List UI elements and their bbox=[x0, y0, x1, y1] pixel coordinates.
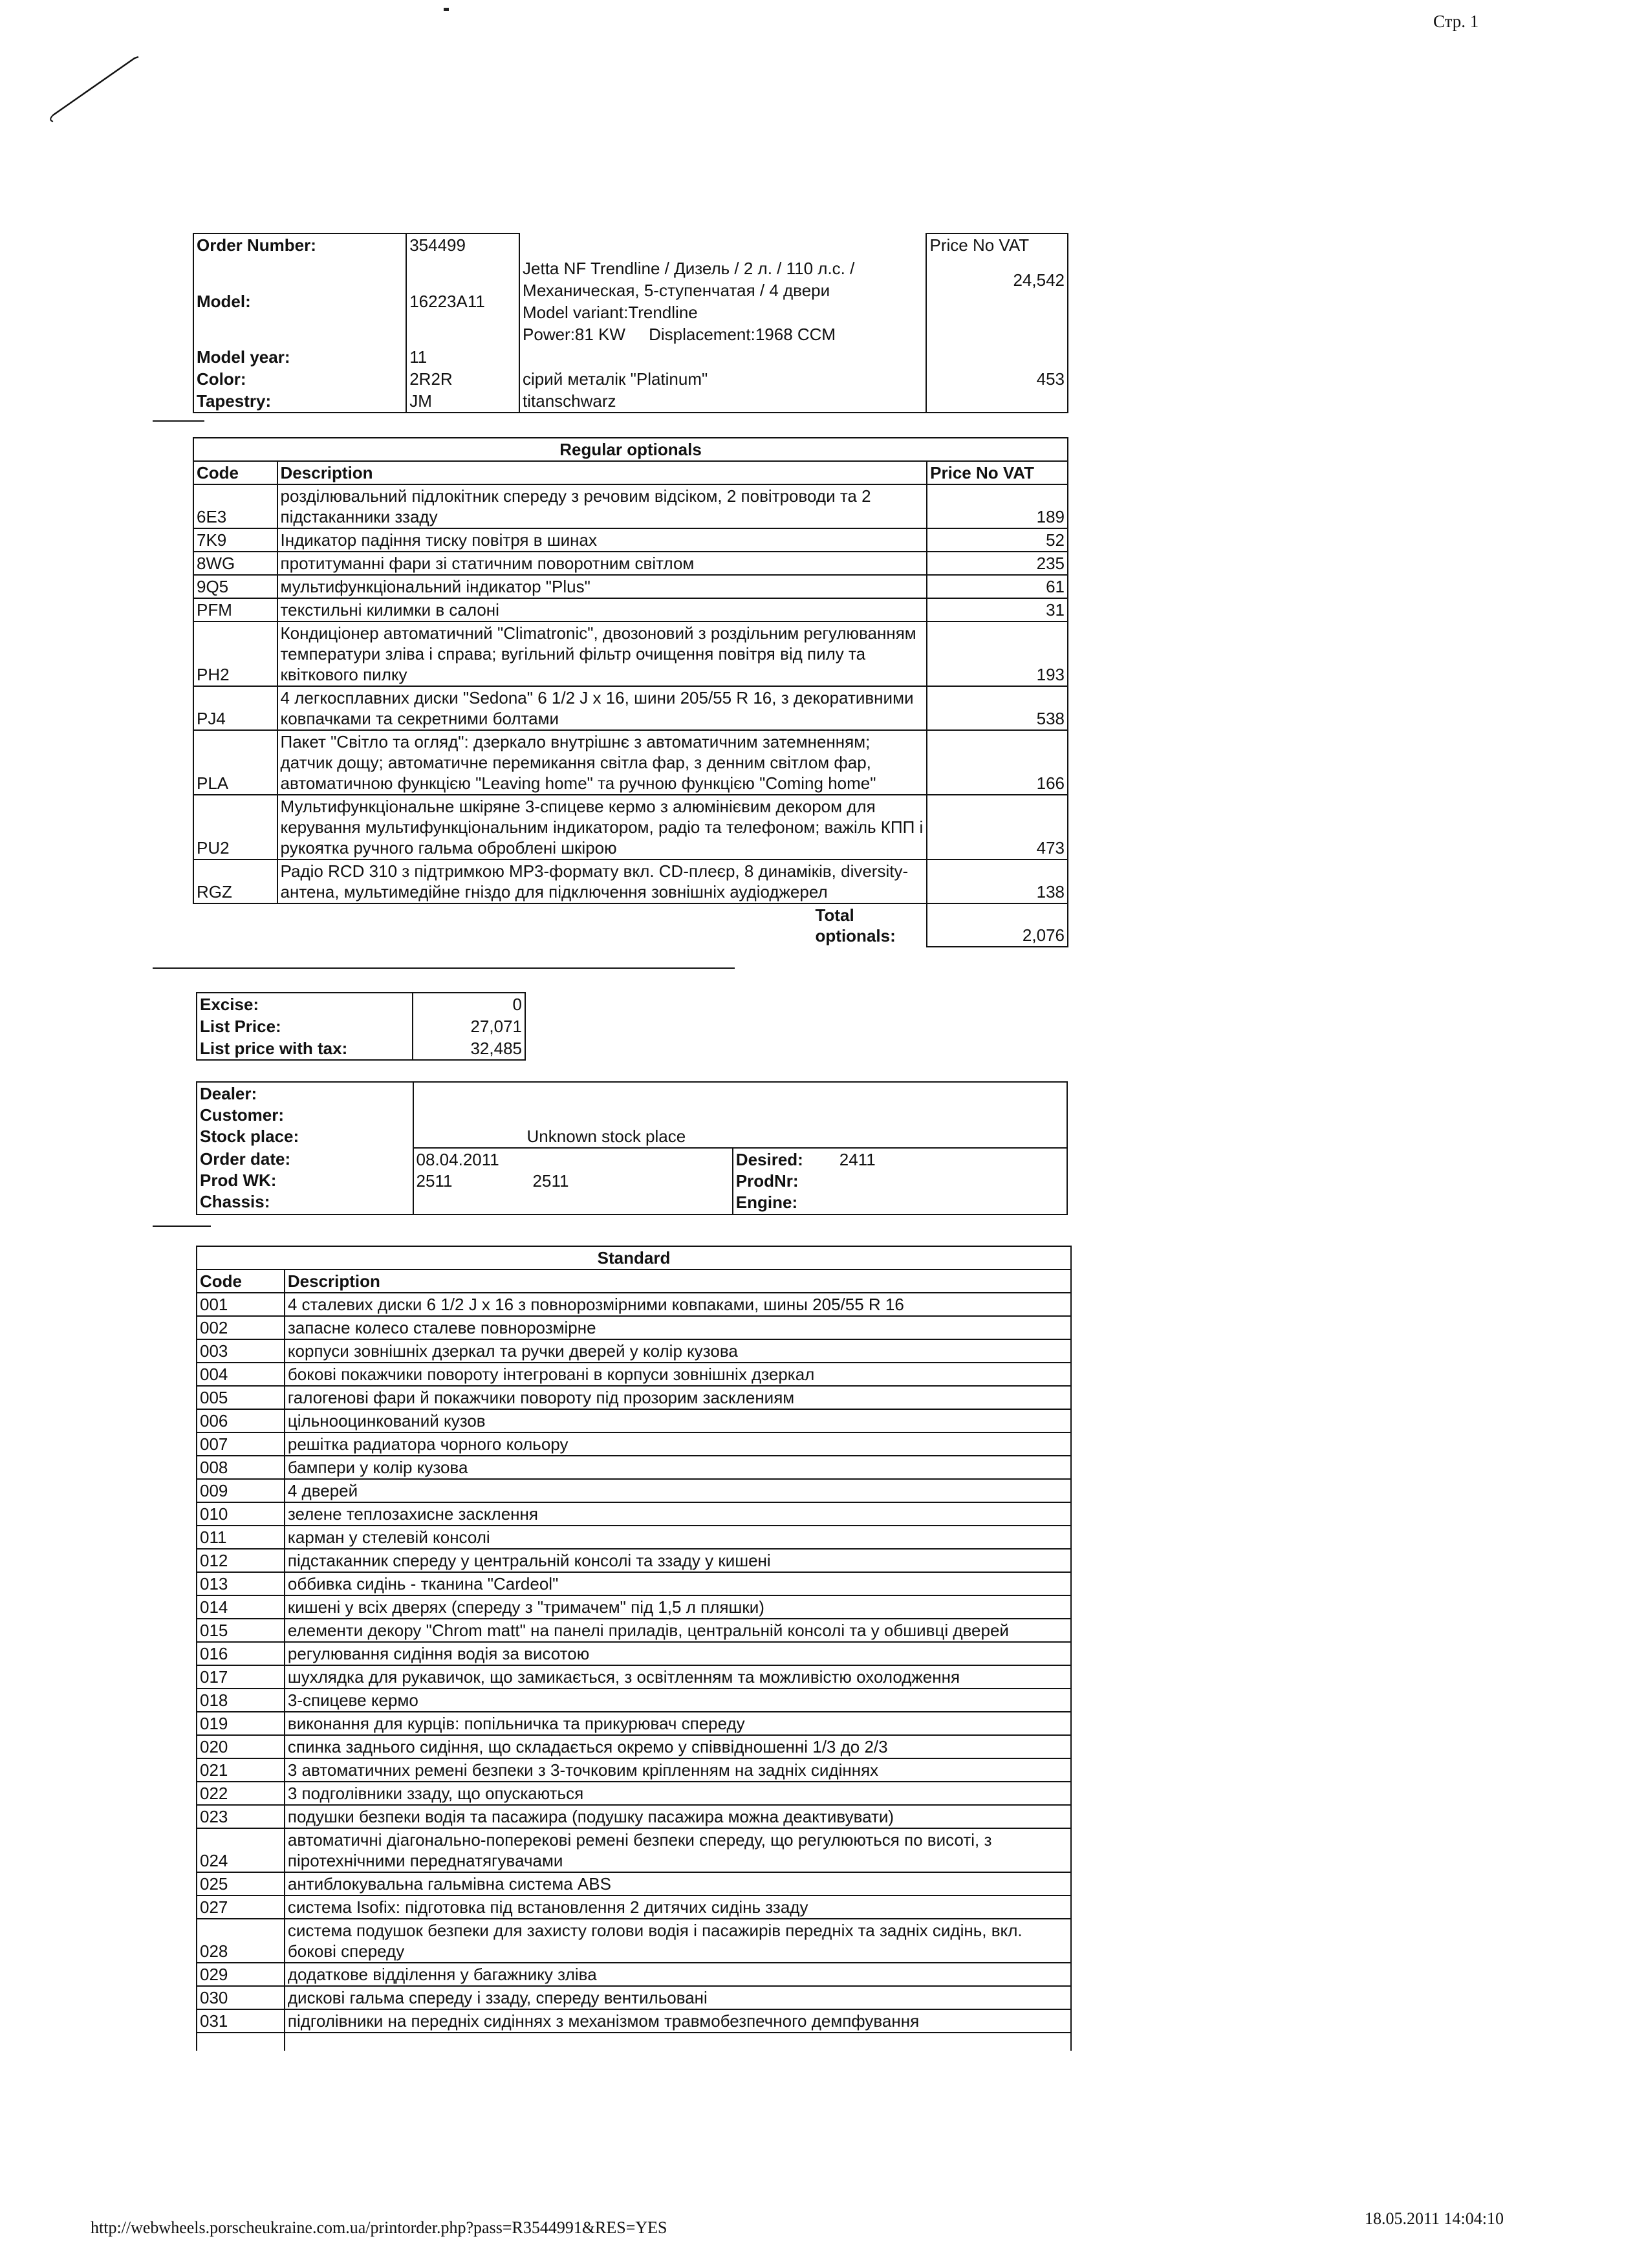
customer-label: Customer: bbox=[200, 1105, 285, 1125]
price-header: Price No VAT bbox=[926, 233, 1068, 257]
color-label: Color: bbox=[193, 368, 406, 390]
table-row: 017 шухлядка для рукавичок, що замикається, з освітленням та можливістю охолодження bbox=[197, 1665, 1071, 1689]
desired-value: 2411 bbox=[839, 1150, 876, 1169]
table-row: 027 система Isofix: підготовка під встановлення 2 дитячих сидінь ззаду bbox=[197, 1895, 1071, 1919]
table-row: 021 3 автоматичних ремені безпеки з 3-точковим кріпленням на задніх сидіннях bbox=[197, 1758, 1071, 1782]
table-row: PH2 Кондиціонер автоматичний "Climatronic", двозоновий з роздільним регулюванням температури зліва і справа; вугільний фільтр очищення повітря від пилу та квіткового пилку 193 bbox=[193, 621, 1068, 686]
table-row: 024 автоматичні діагонально-поперекові ремені безпеки спереду, що регулюються по висоті, з піротехнічними переднатягувачами bbox=[197, 1828, 1071, 1872]
color-price: 453 bbox=[926, 368, 1068, 390]
dealer-label: Dealer: bbox=[200, 1084, 257, 1103]
table-row: 014 кишені у всіх дверях (спереду з "тримачем" під 1,5 л пляшки) bbox=[197, 1595, 1071, 1619]
model-price: 24,542 bbox=[926, 257, 1068, 346]
order-number: 354499 bbox=[406, 233, 519, 257]
model-desc-4: Power:81 KW Displacement:1968 CCM bbox=[523, 325, 836, 344]
list-price-value: 27,071 bbox=[413, 1015, 525, 1037]
excise-value: 0 bbox=[413, 993, 525, 1015]
dealer-table bbox=[196, 1081, 1068, 1215]
footer-url: http://webwheels.porscheukraine.com.ua/printorder.php?pass=R3544991&RES=YES bbox=[91, 2218, 667, 2237]
engine-label: Engine: bbox=[735, 1193, 798, 1212]
model-code: 16223A11 bbox=[406, 257, 519, 346]
optionals-title: Regular optionals bbox=[193, 438, 1068, 461]
standard-col-code: Code bbox=[197, 1269, 285, 1293]
table-row: 9Q5 мультифункціональний індикатор "Plus" 61 bbox=[193, 575, 1068, 598]
color-desc: сірий металік "Platinum" bbox=[523, 369, 708, 389]
model-label: Model: bbox=[193, 257, 406, 346]
chassis-label: Chassis: bbox=[200, 1192, 270, 1211]
model-year-label: Model year: bbox=[193, 346, 406, 368]
table-row: 001 4 сталевих диски 6 1/2 J x 16 з повнорозмірними ковпаками, шины 205/55 R 16 bbox=[197, 1293, 1071, 1316]
color-code: 2R2R bbox=[406, 368, 519, 390]
list-price-tax-label: List price with tax: bbox=[197, 1037, 413, 1060]
table-row: 002 запасне колесо сталеве повнорозмірне bbox=[197, 1316, 1071, 1339]
prod-wk-label: Prod WK: bbox=[200, 1171, 277, 1190]
table-row: PFM текстильні килимки в салоні 31 bbox=[193, 598, 1068, 621]
order-date: 08.04.2011 bbox=[416, 1150, 499, 1169]
table-row: 006 цільнооцинкований кузов bbox=[197, 1409, 1071, 1432]
desired-label: Desired: bbox=[735, 1150, 803, 1169]
table-row: 016 регулювання сидіння водія за висотою bbox=[197, 1642, 1071, 1665]
table-row: RGZ Радіо RCD 310 з підтримкою MP3-формату вкл. CD-плеєр, 8 динаміків, diversity-антена, мультимедійне гніздо для підключення зовнішніх аудіоджерел 138 bbox=[193, 859, 1068, 903]
prod-wk-1: 2511 bbox=[416, 1171, 453, 1191]
table-row: 6E3 розділювальний підлокітник спереду з речовим відсіком, 2 повітроводи та 2 підстаканники ззаду 189 bbox=[193, 484, 1068, 528]
list-price-label: List Price: bbox=[197, 1015, 413, 1037]
prices-table bbox=[196, 992, 526, 1061]
regular-optionals-table bbox=[193, 437, 1068, 947]
total-optionals-value: 2,076 bbox=[927, 903, 1068, 947]
table-row: 009 4 дверей bbox=[197, 1479, 1071, 1502]
standard-title: Standard bbox=[197, 1246, 1071, 1269]
divider bbox=[153, 967, 735, 969]
standard-table bbox=[196, 1246, 1072, 2051]
table-row: 8WG протитуманні фари зі статичним поворотним світлом 235 bbox=[193, 552, 1068, 575]
prodnr-label: ProdNr: bbox=[735, 1171, 799, 1191]
table-row: PJ4 4 легкосплавних диски "Sedona" 6 1/2 J x 16, шини 205/55 R 16, з декоративними ковпачками та секретними болтами 538 bbox=[193, 686, 1068, 730]
table-row: 010 зелене теплозахисне засклення bbox=[197, 1502, 1071, 1526]
table-row: 007 решітка радиатора чорного кольору bbox=[197, 1432, 1071, 1456]
model-year: 11 bbox=[406, 346, 519, 368]
table-row: 028 система подушок безпеки для захисту голови водія і пасажирів передніх та задніх сидінь, вкл. бокові спереду bbox=[197, 1919, 1071, 1963]
order-table bbox=[193, 233, 1068, 413]
scan-dot bbox=[444, 8, 449, 11]
table-row: 011 карман у стелевій консолі bbox=[197, 1526, 1071, 1549]
table-row: 029 додаткове відділення у багажнику зліва bbox=[197, 1963, 1071, 1986]
table-row: 015 елементи декору "Chrom matt" на панелі приладів, центральній консолі та у обшивці дверей bbox=[197, 1619, 1071, 1642]
table-row: PU2 Мультифункціональне шкіряне 3-спицеве кермо з алюмінієвим декором для керування мультифункціональним індикатором, радіо та телефоном; важіль КПП і рукоятка ручного гальма оброблені шкірою 473 bbox=[193, 795, 1068, 859]
table-row: 031 підголівники на передніх сидіннях з механізмом травмобезпечного демпфування bbox=[197, 2009, 1071, 2033]
table-row: 008 бампери у колір кузова bbox=[197, 1456, 1071, 1479]
table-row: 018 3-спицеве кермо bbox=[197, 1689, 1071, 1712]
stock-place-label: Stock place: bbox=[200, 1127, 299, 1146]
optionals-col-price: Price No VAT bbox=[927, 461, 1068, 484]
table-row: 023 подушки безпеки водія та пасажира (подушку пасажира можна деактивувати) bbox=[197, 1805, 1071, 1828]
model-desc-2: Механическая, 5-ступенчатая / 4 двери bbox=[523, 281, 830, 300]
table-row: 030 дискові гальма спереду і ззаду, спереду вентильовані bbox=[197, 1986, 1071, 2009]
table-row: 005 галогенові фари й покажчики повороту під прозорим засклениям bbox=[197, 1386, 1071, 1409]
table-row: 025 антиблокувальна гальмівна система ABS bbox=[197, 1872, 1071, 1895]
table-row: 7K9 Індикатор падіння тиску повітря в шинах 52 bbox=[193, 528, 1068, 552]
table-row: 020 спинка заднього сидіння, що складається окремо у співвідношенні 1/3 до 2/3 bbox=[197, 1735, 1071, 1758]
divider bbox=[153, 1226, 211, 1227]
tapestry-desc: titanschwarz bbox=[519, 390, 926, 413]
order-number-label: Order Number: bbox=[193, 233, 406, 257]
table-row: PLA Пакет "Світло та огляд": дзеркало внутрішнє з автоматичним затемненням; датчик дощу; автоматичне перемикання світла фар, з денним світлом фар, автоматичною функцією "Leaving home" та ручною функцією "Coming home" 166 bbox=[193, 730, 1068, 795]
model-desc-1: Jetta NF Trendline / Дизель / 2 л. / 110 л.с. / bbox=[523, 259, 855, 278]
standard-col-desc: Description bbox=[285, 1269, 1071, 1293]
table-row: 012 підстаканник спереду у центральній консолі та ззаду у кишені bbox=[197, 1549, 1071, 1572]
prod-wk-2: 2511 bbox=[532, 1171, 569, 1191]
total-optionals-label: Total optionals: bbox=[815, 905, 896, 945]
table-row: 022 3 подголівники ззаду, що опускаються bbox=[197, 1782, 1071, 1805]
list-price-tax-value: 32,485 bbox=[413, 1037, 525, 1060]
table-row: 004 бокові покажчики повороту інтегровані в корпуси зовнішніх дзеркал bbox=[197, 1363, 1071, 1386]
excise-label: Excise: bbox=[197, 993, 413, 1015]
pen-stroke-mark bbox=[39, 39, 149, 129]
order-date-label: Order date: bbox=[200, 1149, 291, 1169]
footer-timestamp: 18.05.2011 14:04:10 bbox=[1365, 2209, 1504, 2228]
tapestry-code: JM bbox=[406, 390, 519, 413]
optionals-col-code: Code bbox=[193, 461, 277, 484]
table-row: 003 корпуси зовнішніх дзеркал та ручки дверей у колір кузова bbox=[197, 1339, 1071, 1363]
page-label: Стр. 1 bbox=[1433, 12, 1479, 31]
table-row: 019 виконання для курців: попільничка та прикурювач спереду bbox=[197, 1712, 1071, 1735]
model-desc-3: Model variant:Trendline bbox=[523, 303, 698, 322]
tapestry-label: Tapestry: bbox=[193, 390, 406, 413]
stock-place-value: Unknown stock place bbox=[413, 1082, 1067, 1148]
optionals-col-desc: Description bbox=[277, 461, 927, 484]
table-row: 013 оббивка сидінь - тканина "Cardeol" bbox=[197, 1572, 1071, 1595]
